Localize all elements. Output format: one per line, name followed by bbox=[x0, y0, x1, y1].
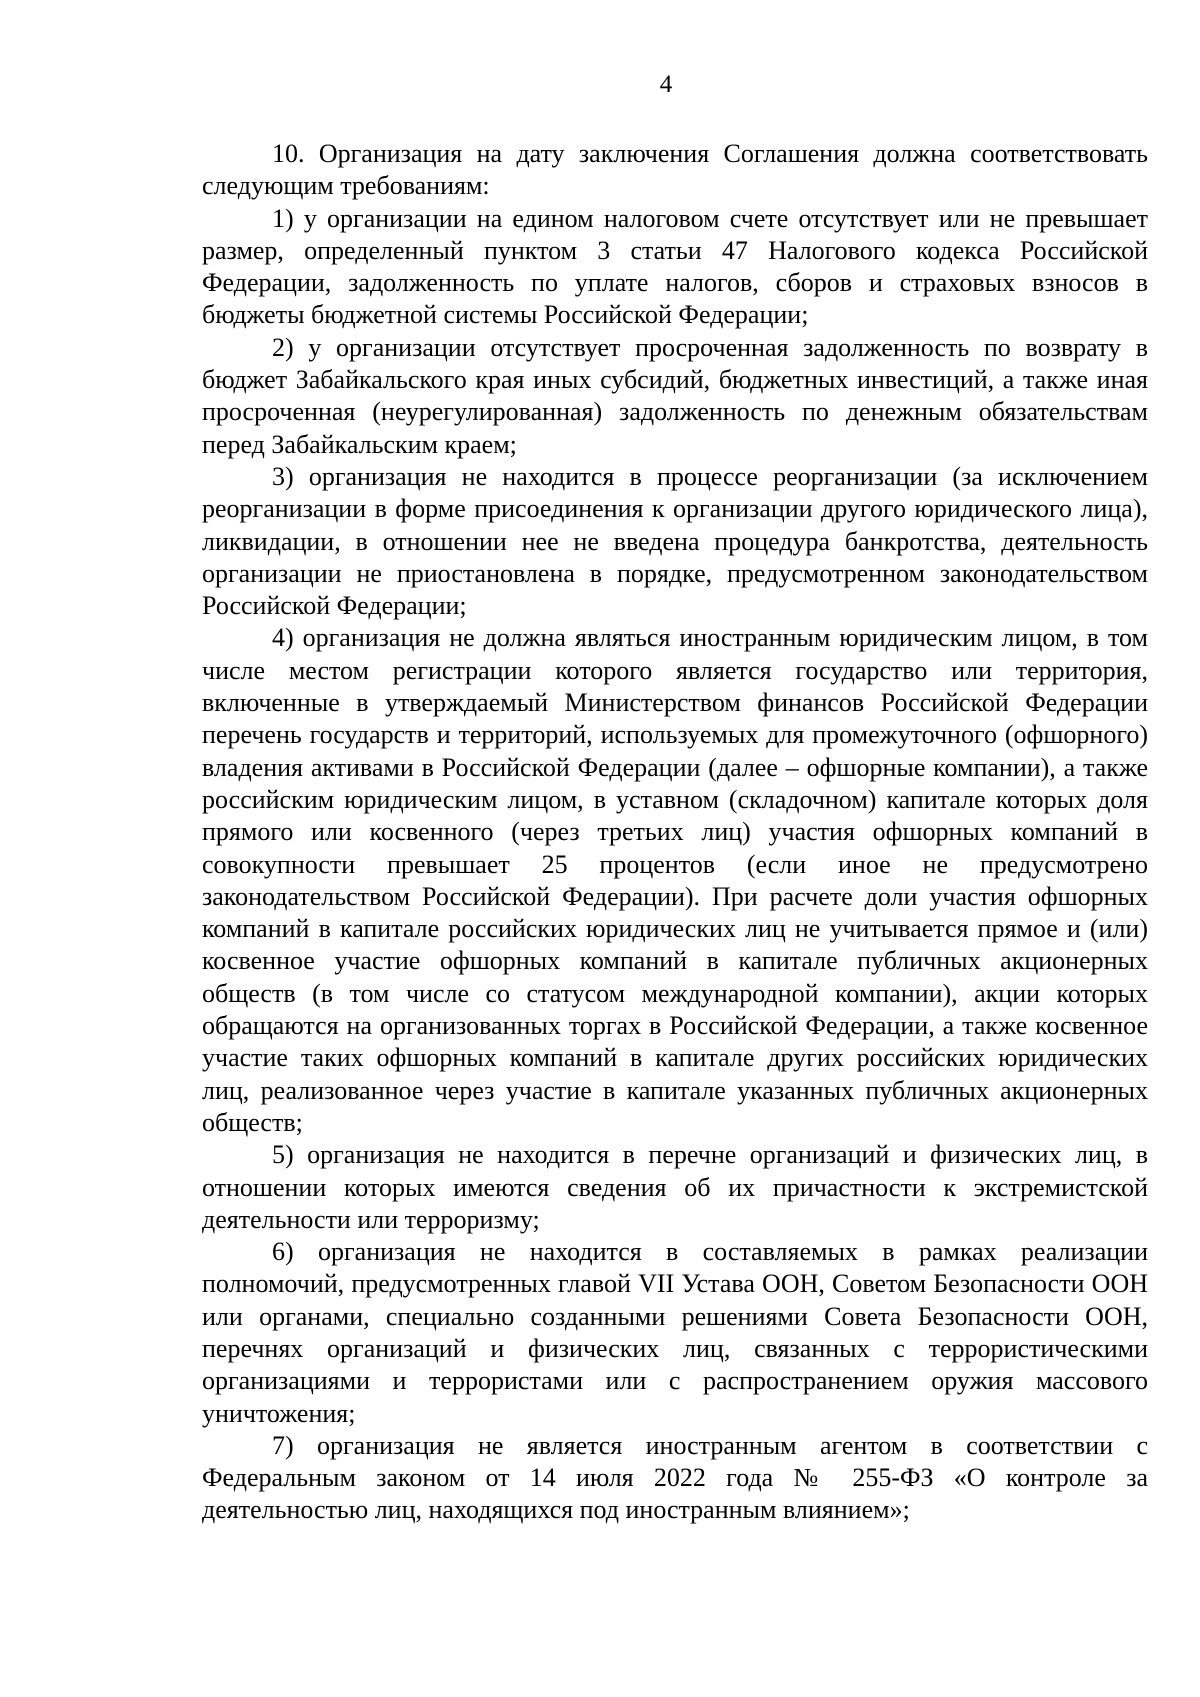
requirement-text: организация не находится в перечне организаций и физических лиц, в отношении которых имеются сведения об их причастности к экстремистской деятельности или терроризму; bbox=[202, 1140, 1148, 1234]
requirement-text: у организации отсутствует просроченная задолженность по возврату в бюджет Забайкальского края иных субсидий, бюджетных инвестиций, а также иная просроченная (неурегулированная) задолженность по денежным обязательствам перед Забайкальским краем; bbox=[202, 332, 1148, 459]
paragraph-number: 10. bbox=[272, 139, 319, 168]
requirement-number: 6) bbox=[272, 1237, 318, 1267]
requirement-text: организация не является иностранным агентом в соответствии с Федеральным законом от 14 июля 2022 года № 255-ФЗ «О контроле за деятельностью лиц, находящихся под иностранным влиянием»; bbox=[202, 1430, 1148, 1525]
paragraph-text: Организация на дату заключения Соглашения должна соответствовать следующим требованиям: bbox=[202, 139, 1148, 201]
requirement-1 bbox=[202, 203, 1148, 332]
requirement-number: 4) bbox=[272, 623, 303, 653]
requirement-3 bbox=[202, 461, 1148, 622]
requirement-number: 2) bbox=[272, 332, 309, 362]
requirement-6 bbox=[202, 1236, 1148, 1430]
requirement-text: у организации на едином налоговом счете отсутствует или не превышает размер, определенный пунктом 3 статьи 47 Налогового кодекса Российской Федерации, задолженность по уплате налогов, сборов и страховых взносов в бюджеты бюджетной системы Российской Федерации; bbox=[202, 203, 1148, 330]
requirement-number: 3) bbox=[272, 461, 309, 491]
requirement-number: 1) bbox=[272, 203, 304, 233]
requirement-number: 7) bbox=[272, 1430, 317, 1460]
requirement-text: организация не должна являться иностранным юридическим лицом, в том числе местом регистрации которого является государство или территория, включенные в утверждаемый Министерством финансов Российской Федерации перечень государств и территорий, используемых для промежуточного (офшорного) владения активами в Российской Федерации (далее – офшорные компании), а также российским юридическим лицом, в уставном (складочном) капитале которых доля прямого или косвенного (через третьих лиц) участия офшорных компаний в совокупности превышает 25 процентов (если иное не предусмотрено законодательством Российской Федерации). При расчете доли участия офшорных компаний в капитале российских юридических лиц не учитывается прямое и (или) косвенное участие офшорных компаний в капитале публичных акционерных обществ (в том числе со статусом международной компании), акции которых обращаются на организованных торгах в Российской Федерации, а также косвенное участие таких офшорных компаний в капитале других российских юридических лиц, реализованное через участие в капитале указанных публичных акционерных обществ; bbox=[202, 623, 1148, 1137]
requirement-text: организация не находится в процессе реорганизации (за исключением реорганизации в форме присоединения к организации другого юридического лица), ликвидации, в отношении нее не введена процедура банкротства, деятельность организации не приостановлена в порядке, предусмотренном законодательством Российской Федерации; bbox=[202, 461, 1148, 621]
requirement-5 bbox=[202, 1139, 1148, 1236]
page-number: 4 bbox=[659, 71, 673, 98]
paragraph-10 bbox=[202, 138, 1148, 203]
requirement-number: 5) bbox=[272, 1140, 308, 1170]
requirement-4 bbox=[202, 622, 1148, 1139]
requirement-7 bbox=[202, 1430, 1148, 1527]
requirement-2 bbox=[202, 332, 1148, 461]
requirement-text: организация не находится в составляемых в рамках реализации полномочий, предусмотренных главой VII Устава ООН, Советом Безопасности ООН или органами, специально созданными решениями Совета Безопасности ООН, перечнях организаций и физических лиц, связанных с террористическими организациями и террористами или с распространением оружия массового уничтожения; bbox=[202, 1237, 1148, 1428]
